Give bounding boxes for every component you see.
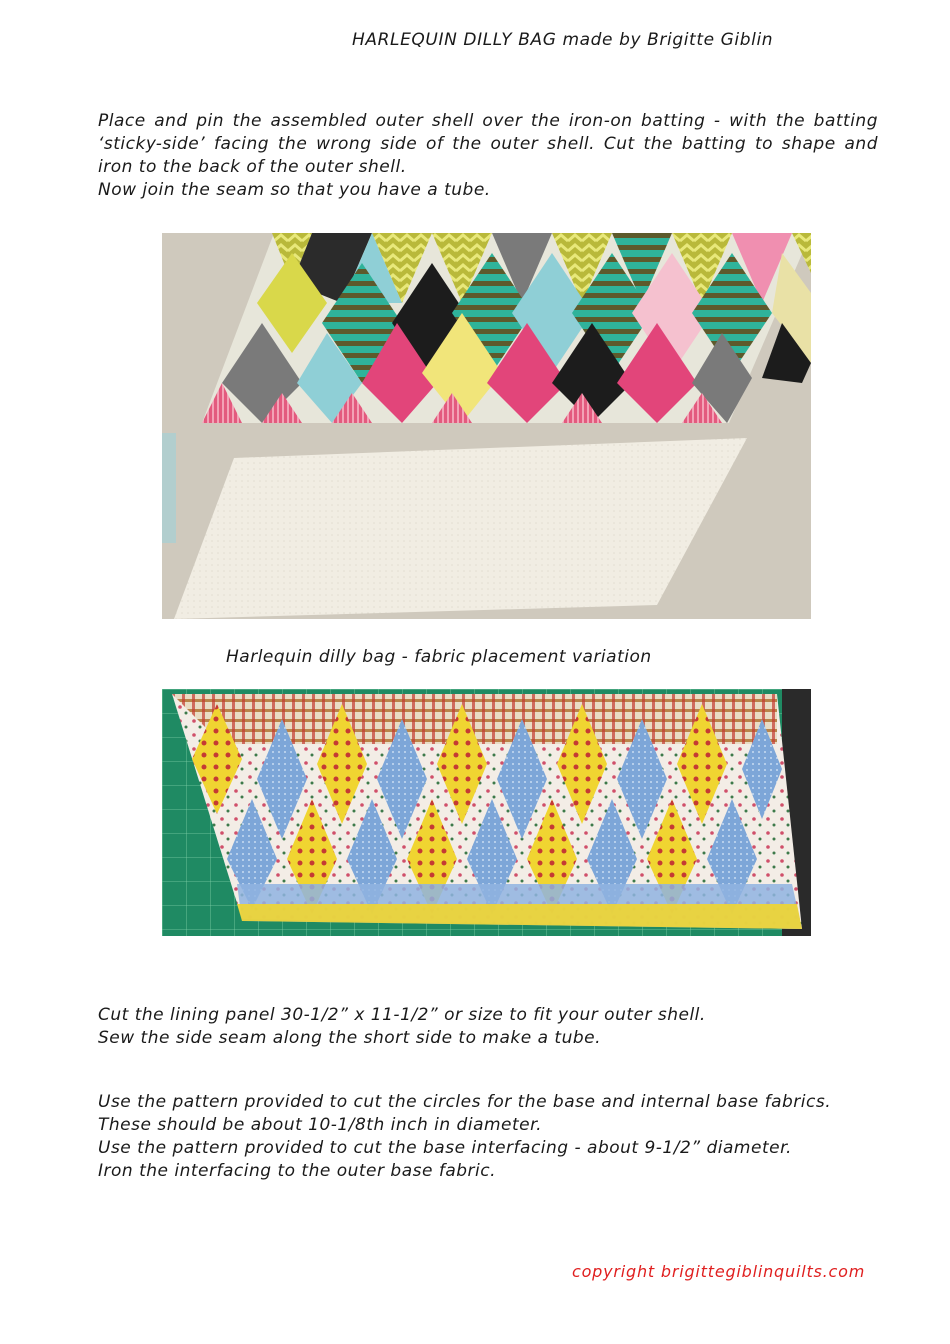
instruction-paragraph-1	[98, 110, 878, 202]
text-line: Now join the seam so that you have a tube.	[98, 180, 491, 200]
harlequin-variation-panel	[172, 694, 802, 929]
photo-caption: Harlequin dilly bag - fabric placement variation	[226, 647, 652, 667]
text-line: Iron the interfacing to the outer base fabric.	[98, 1161, 496, 1181]
copyright-footer: copyright brigittegiblinquilts.com	[572, 1262, 866, 1281]
instruction-paragraph-2	[98, 1004, 878, 1050]
outer-shell-and-batting-photo	[162, 233, 811, 619]
instruction-paragraph-3	[98, 1091, 878, 1183]
text-line: Use the pattern provided to cut the base interfacing - about 9-1/2” diameter.	[98, 1138, 792, 1158]
text-line: iron to the back of the outer shell.	[98, 157, 407, 177]
text-line: ‘sticky-side’ facing the wrong side of the outer shell. Cut the batting to shape and	[98, 134, 878, 154]
text-line: Cut the lining panel 30-1/2” x 11-1/2” or size to fit your outer shell.	[98, 1005, 706, 1025]
text-line: Use the pattern provided to cut the circles for the base and internal base fabrics.	[98, 1092, 832, 1112]
text-line: These should be about 10-1/8th inch in diameter.	[98, 1115, 542, 1135]
text-line: Place and pin the assembled outer shell over the iron-on batting - with the batting	[98, 111, 878, 131]
iron-on-batting	[174, 438, 747, 619]
fabric-variation-photo	[162, 689, 811, 936]
page-title: HARLEQUIN DILLY BAG made by Brigitte Giblin	[352, 30, 774, 50]
text-line: Sew the side seam along the short side to make a tube.	[98, 1028, 601, 1048]
harlequin-outer-shell	[202, 233, 811, 423]
